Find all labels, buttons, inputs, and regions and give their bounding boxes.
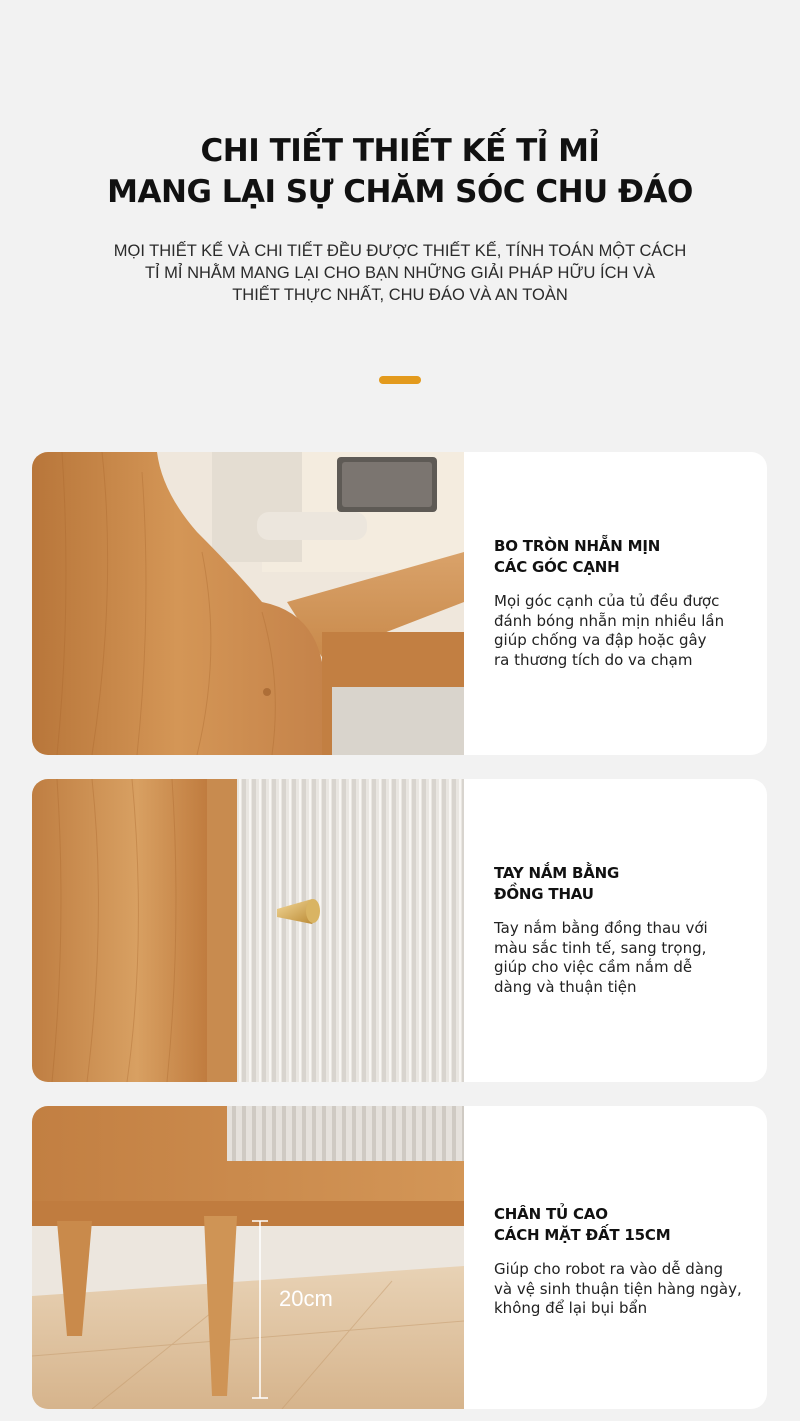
feature-body-1-line-3: giúp chống va đập hoặc gây — [494, 631, 707, 649]
feature-body-2-line-3: giúp cho việc cầm nắm dễ — [494, 958, 693, 976]
rounded-wood-corner-photo-icon — [32, 452, 464, 755]
feature-body-2-line-2: màu sắc tinh tế, sang trọng, — [494, 938, 707, 957]
feature-text-3 — [494, 1106, 756, 1409]
feature-card-rounded-corners — [32, 452, 767, 755]
page-title-line-1: CHI TIẾT THIẾT KẾ TỈ MỈ — [200, 133, 600, 169]
feature-body-1-line-1: Mọi góc cạnh của tủ đều được — [494, 592, 720, 610]
feature-text-2 — [494, 779, 756, 1082]
feature-body-2 — [494, 919, 756, 997]
feature-body-1-line-2: đánh bóng nhẵn mịn nhiều lần — [494, 611, 725, 630]
height-measure-label: 20cm — [279, 1286, 333, 1311]
feature-heading-1-line-2: CÁC GÓC CẠNH — [494, 558, 620, 576]
feature-body-1-line-4: ra thương tích do va chạm — [494, 650, 693, 669]
feature-card-brass-handle — [32, 779, 767, 1082]
feature-text-1 — [494, 452, 756, 755]
feature-body-2-line-1: Tay nắm bằng đồng thau với — [494, 919, 708, 937]
feature-body-3-line-1: Giúp cho robot ra vào dễ dàng — [494, 1260, 724, 1278]
feature-body-3-line-2: và vệ sinh thuận tiện hàng ngày, — [494, 1279, 742, 1298]
feature-heading-3-line-1: CHÂN TỦ CAO — [494, 1205, 608, 1223]
subtitle-line-3: THIẾT THỰC NHẤT, CHU ĐÁO VÀ AN TOÀN — [232, 286, 568, 304]
subtitle-line-1: MỌI THIẾT KẾ VÀ CHI TIẾT ĐỀU ĐƯỢC THIẾT KẾ, TÍNH TOÁN MỘT CÁCH — [113, 242, 687, 260]
feature-body-1 — [494, 592, 756, 670]
feature-body-2-line-4: dàng và thuận tiện — [494, 977, 637, 996]
page-title-line-2: MANG LẠI SỰ CHĂM SÓC CHU ĐÁO — [107, 174, 693, 210]
feature-body-3 — [494, 1260, 756, 1319]
feature-heading-1-line-1: BO TRÒN NHẴN MỊN — [494, 537, 661, 555]
feature-heading-3-line-2: CÁCH MẶT ĐẤT 15CM — [494, 1226, 671, 1244]
brass-handle-photo-icon — [32, 779, 464, 1082]
feature-card-cabinet-legs — [32, 1106, 767, 1409]
feature-heading-2-line-1: TAY NẮM BẰNG — [494, 864, 620, 882]
accent-divider — [379, 376, 421, 384]
feature-heading-2-line-2: ĐỒNG THAU — [494, 885, 594, 903]
feature-body-3-line-3: không để lại bụi bẩn — [494, 1299, 648, 1317]
subtitle-line-2: TỈ MỈ NHẰM MANG LẠI CHO BẠN NHỮNG GIẢI PHÁP HỮU ÍCH VÀ — [144, 264, 656, 282]
cabinet-legs-photo-icon — [32, 1106, 464, 1409]
